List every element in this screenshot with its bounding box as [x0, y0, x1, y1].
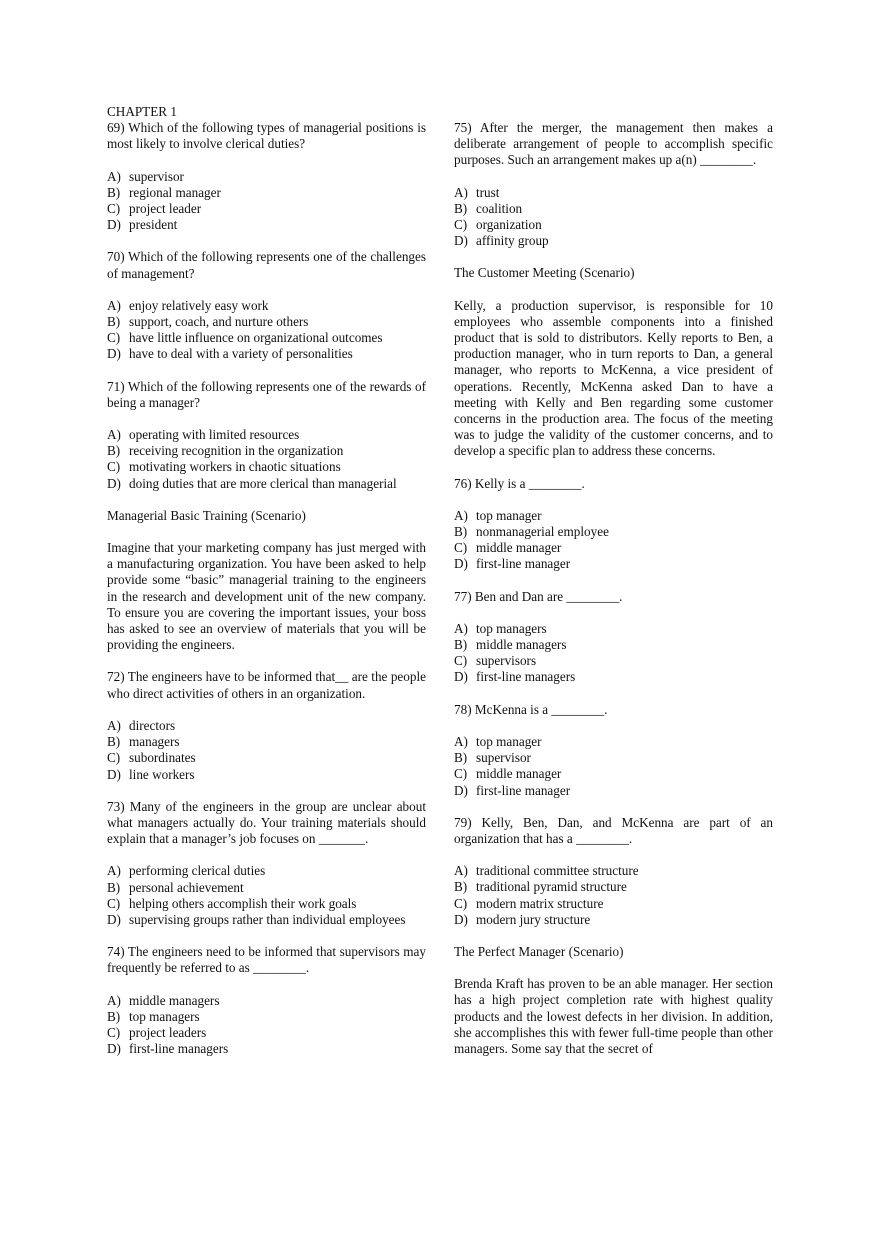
option-a: A) top manager	[454, 733, 542, 749]
option-a: A) traditional committee structure	[454, 863, 639, 879]
scenario-paragraph: Imagine that your marketing company has just merged with a manufacturing organization. You have been asked to help provide some “basic” managerial training to the engineers in the research and development unit of the new company. To ensure you are covering the important issues, your boss has asked to see an overview of materials that you will be providing the engineers.	[107, 540, 426, 653]
question-text: 73) Many of the engineers in the group are unclear about what managers actually do. Your training materials should explain that a manager’s job focuses on _______.	[107, 798, 426, 847]
option-d: D) first-line managers	[454, 669, 576, 685]
option-a: A) operating with limited resources	[107, 427, 300, 443]
question-77	[454, 589, 773, 686]
option-a: A) supervisor	[107, 168, 184, 184]
option-b: B) receiving recognition in the organization	[107, 443, 344, 459]
question-text: 77) Ben and Dan are ________.	[454, 588, 623, 604]
answer-options	[107, 427, 426, 492]
scenario-title: Managerial Basic Training (Scenario)	[107, 507, 306, 523]
option-b: B) support, coach, and nurture others	[107, 314, 309, 330]
answer-options	[454, 863, 773, 928]
option-c: C) supervisors	[454, 653, 537, 669]
option-c: C) subordinates	[107, 750, 196, 766]
option-b: B) top managers	[107, 1008, 200, 1024]
answer-options	[107, 993, 426, 1058]
option-b: B) regional manager	[107, 184, 221, 200]
option-b: B) traditional pyramid structure	[454, 879, 627, 895]
option-b: B) supervisor	[454, 750, 531, 766]
scenario-title: The Perfect Manager (Scenario)	[454, 943, 624, 959]
question-text: 79) Kelly, Ben, Dan, and McKenna are part of an organization that has a ________.	[454, 814, 773, 846]
answer-options	[107, 298, 426, 363]
option-b: B) personal achievement	[107, 879, 244, 895]
question-text: 78) McKenna is a ________.	[454, 701, 608, 717]
answer-options	[107, 718, 426, 783]
option-d: D) doing duties that are more clerical than managerial	[107, 475, 397, 491]
question-78	[454, 702, 773, 799]
option-a: A) performing clerical duties	[107, 863, 266, 879]
scenario-paragraph: Brenda Kraft has proven to be an able manager. Her section has a high project completion rate with highest quality products and the lowest defects in her division. In addition, she accomplishes this with fewer full-time people than other managers. Some say that the secret of	[454, 976, 773, 1056]
answer-options	[454, 185, 773, 250]
question-text: 70) Which of the following represents one of the challenges of management?	[107, 249, 426, 281]
chapter-heading: CHAPTER 1	[107, 104, 177, 119]
scenario-title: The Customer Meeting (Scenario)	[454, 265, 635, 281]
option-c: C) modern matrix structure	[454, 895, 604, 911]
question-text: 72) The engineers have to be informed that__ are the people who direct activities of others in an organization.	[107, 669, 426, 701]
question-text: 69) Which of the following types of managerial positions is most likely to involve clerical duties?	[107, 120, 426, 152]
question-70	[107, 249, 426, 362]
option-c: C) helping others accomplish their work goals	[107, 895, 357, 911]
option-c: C) have little influence on organizational outcomes	[107, 330, 383, 346]
option-c: C) organization	[454, 217, 542, 233]
option-d: D) line workers	[107, 766, 195, 782]
question-73	[107, 799, 426, 928]
answer-options	[454, 734, 773, 799]
question-text: 71) Which of the following represents one of the rewards of being a manager?	[107, 378, 426, 410]
question-71	[107, 379, 426, 492]
option-a: A) top managers	[454, 620, 547, 636]
question-text: 74) The engineers need to be informed that supervisors may frequently be referred to as ________.	[107, 944, 426, 976]
right-column	[454, 120, 773, 1073]
option-c: C) motivating workers in chaotic situations	[107, 459, 341, 475]
scenario-paragraph: Kelly, a production supervisor, is responsible for 10 employees who assemble components into a finished product that is sold to distributors. Kelly reports to Ben, a production manager, who in turn reports to Dan, a general manager, who reports to McKenna, a vice president of operations. Recently, McKenna asked Dan to have a meeting with Kelly and Ben regarding some customer concerns in the production area. The focus of the meeting was to judge the validity of the customer concerns, and to develop a specific plan to address these concerns.	[454, 297, 773, 459]
question-79	[454, 815, 773, 928]
answer-options	[454, 508, 773, 573]
question-text: 75) After the merger, the management then makes a deliberate arrangement of people to accomplish specific purposes. Such an arrangement makes up a(n) ________.	[454, 120, 773, 168]
question-75	[454, 120, 773, 249]
option-a: A) trust	[454, 184, 500, 200]
question-72	[107, 669, 426, 782]
option-c: C) middle manager	[454, 540, 562, 556]
left-column	[107, 104, 426, 1073]
option-b: B) nonmanagerial employee	[454, 524, 609, 540]
option-c: C) middle manager	[454, 766, 562, 782]
question-74	[107, 944, 426, 1057]
option-c: C) project leader	[107, 201, 202, 217]
option-a: A) top manager	[454, 507, 542, 523]
option-b: B) middle managers	[454, 637, 567, 653]
option-d: D) modern jury structure	[454, 911, 591, 927]
option-d: D) president	[107, 217, 178, 233]
option-c: C) project leaders	[107, 1024, 207, 1040]
question-76	[454, 476, 773, 573]
question-text: 76) Kelly is a ________.	[454, 475, 585, 491]
option-d: D) supervising groups rather than individual employees	[107, 911, 406, 927]
answer-options	[454, 621, 773, 686]
option-d: D) first-line manager	[454, 556, 571, 572]
option-b: B) coalition	[454, 200, 523, 216]
option-a: A) directors	[107, 717, 176, 733]
option-d: D) first-line managers	[107, 1041, 229, 1057]
answer-options	[107, 863, 426, 928]
answer-options	[107, 169, 426, 234]
option-b: B) managers	[107, 734, 180, 750]
option-d: D) first-line manager	[454, 782, 571, 798]
option-a: A) enjoy relatively easy work	[107, 297, 269, 313]
question-69	[107, 120, 426, 233]
option-a: A) middle managers	[107, 992, 220, 1008]
option-d: D) affinity group	[454, 233, 549, 249]
option-d: D) have to deal with a variety of personalities	[107, 346, 353, 362]
